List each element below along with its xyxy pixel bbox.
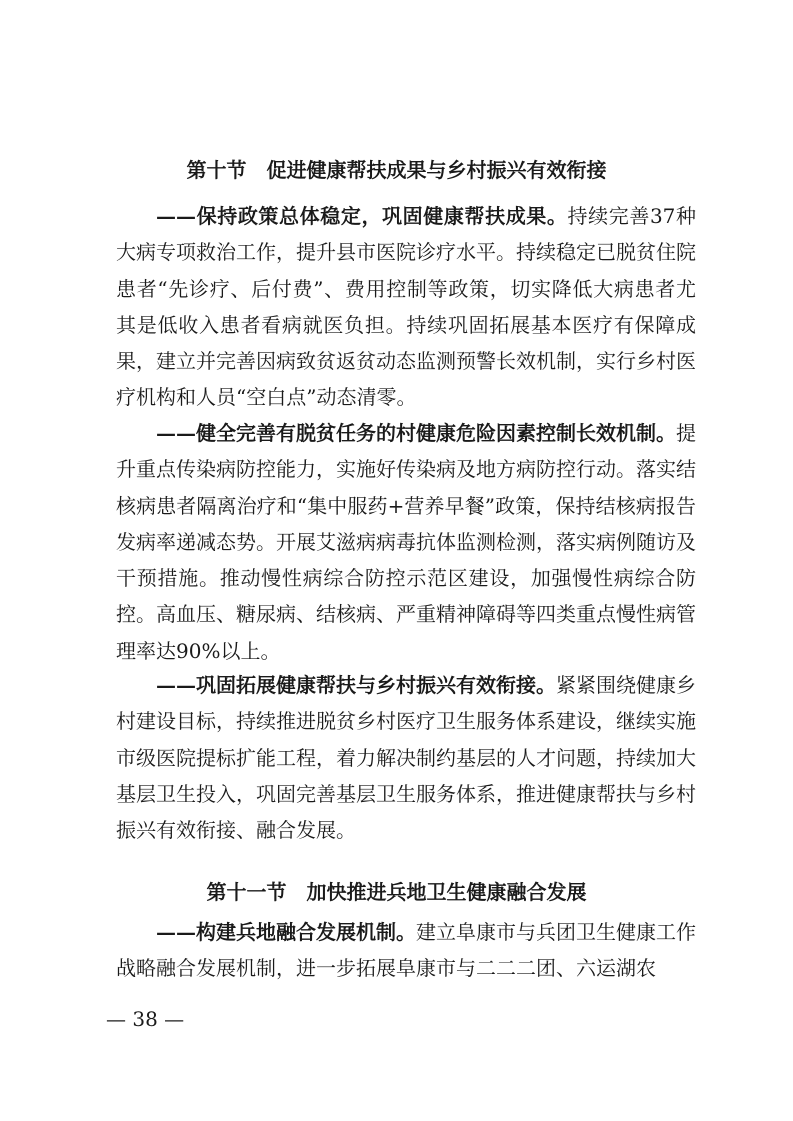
section-10-heading: 第十节 促进健康帮扶成果与乡村振兴有效衔接 bbox=[186, 158, 607, 182]
section-11-heading: 第十一节 加快推进兵地卫生健康融合发展 bbox=[206, 880, 587, 904]
paragraph-lead: ——巩固拓展健康帮扶与乡村振兴有效衔接。 bbox=[156, 673, 556, 697]
section-10-paragraph-3 bbox=[116, 667, 696, 848]
section-11-paragraph-1 bbox=[116, 914, 696, 987]
paragraph-body: 持续完善37种大病专项救治工作，提升县市医院诊疗水平。持续稳定已脱贫住院患者“先诊疗、后付费”、费用控制等政策，切实降低大病患者尤其是低收入患者看病就医负担。持续巩固拓展基本医疗有保障成果，建立并完善因病致贫返贫动态监测预警长效机制，实行乡村医疗机构和人员“空白点”动态清零。 bbox=[116, 204, 697, 410]
paragraph-body: 建立阜康市与兵团卫生健康工作战略融合发展机制，进一步拓展阜康市与二二二团、六运湖农 bbox=[116, 920, 696, 981]
paragraph-lead: ——健全完善有脱贫任务的村健康危险因素控制长效机制。 bbox=[156, 421, 676, 445]
section-10-paragraph-2 bbox=[116, 415, 696, 669]
section-10-paragraph-1 bbox=[116, 198, 696, 416]
paragraph-body: 提升重点传染病防控能力，实施好传染病及地方病防控行动。落实结核病患者隔离治疗和“集中服药+营养早餐”政策，保持结核病报告发病率递减态势。开展艾滋病病毒抗体监测检测，落实病例随访及干预措施。推动慢性病综合防控示范区建设，加强慢性病综合防控。高血压、糖尿病、结核病、严重精神障碍等四类重点慢性病管理率达90%以上。 bbox=[116, 421, 696, 663]
paragraph-lead: ——保持政策总体稳定，巩固健康帮扶成果。 bbox=[156, 204, 568, 228]
paragraph-body: 紧紧围绕健康乡村建设目标，持续推进脱贫乡村医疗卫生服务体系建设，继续实施市级医院提标扩能工程，着力解决制约基层的人才问题，持续加大基层卫生投入，巩固完善基层卫生服务体系，推进健康帮扶与乡村振兴有效衔接、融合发展。 bbox=[116, 673, 696, 843]
paragraph-lead: ——构建兵地融合发展机制。 bbox=[156, 920, 416, 944]
page-number: — 38 — bbox=[106, 1007, 185, 1031]
